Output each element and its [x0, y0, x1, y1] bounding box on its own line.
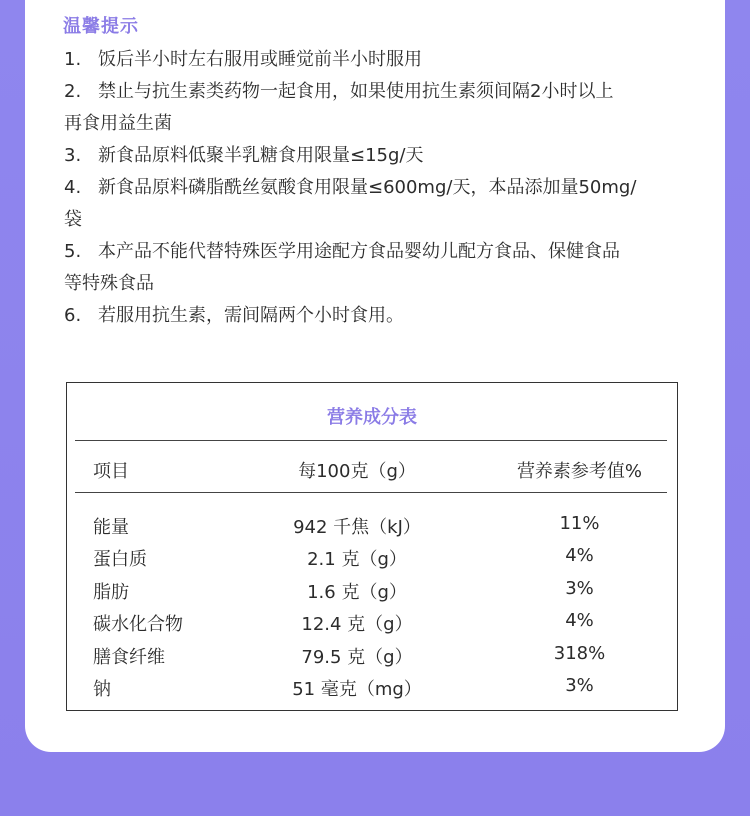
divider	[75, 492, 667, 493]
tip-1-text: 饭后半小时左右服用或睡觉前半小时服用	[98, 49, 422, 70]
table-row	[67, 513, 677, 545]
tip-1-number: 1.	[64, 49, 82, 70]
row-item: 脂肪	[93, 582, 129, 603]
tip-6-text: 若服用抗生素，需间隔两个小时食用。	[98, 305, 404, 326]
table-row	[67, 545, 677, 577]
header-per-100g: 每100克（g）	[298, 461, 416, 482]
row-amount: 12.4 克（g）	[301, 614, 413, 635]
row-amount: 1.6 克（g）	[307, 582, 407, 603]
tips-title: 温馨提示	[63, 16, 139, 37]
row-amount: 51 毫克（mg）	[292, 679, 422, 700]
tip-5-number: 5.	[64, 241, 82, 262]
row-item: 钠	[93, 679, 111, 700]
row-amount: 2.1 克（g）	[307, 549, 407, 570]
tip-2-line-2: 再食用益生菌	[64, 113, 172, 134]
table-row	[67, 675, 677, 707]
tip-3-text: 新食品原料低聚半乳糖食用限量≤15g/天	[98, 145, 424, 166]
table-header-row	[67, 457, 677, 489]
tip-5-text: 本产品不能代替特殊医学用途配方食品婴幼儿配方食品、保健食品	[98, 241, 620, 262]
tip-5-line-2: 等特殊食品	[64, 273, 154, 294]
row-item: 碳水化合物	[93, 614, 183, 635]
row-nrv: 11%	[559, 513, 600, 534]
tip-2-text: 禁止与抗生素类药物一起食用，如果使用抗生素须间隔2小时以上	[98, 81, 614, 102]
tip-5-line-1	[64, 236, 704, 268]
header-nrv: 营养素参考值%	[516, 461, 643, 482]
table-row	[67, 610, 677, 642]
row-nrv: 318%	[553, 643, 606, 664]
row-nrv: 3%	[565, 675, 594, 696]
table-row	[67, 578, 677, 610]
row-amount: 79.5 克（g）	[301, 647, 413, 668]
tips-list	[64, 44, 704, 332]
nutrition-table	[66, 382, 678, 711]
header-item: 项目	[93, 461, 129, 482]
divider	[75, 440, 667, 441]
tip-4-number: 4.	[64, 177, 82, 198]
nutrition-table-title: 营养成分表	[327, 407, 417, 428]
tip-4-text: 新食品原料磷脂酰丝氨酸食用限量≤600mg/天，本品添加量50mg/	[98, 177, 637, 198]
tip-4-line-2: 袋	[64, 209, 82, 230]
row-nrv: 3%	[565, 578, 594, 599]
row-item: 蛋白质	[93, 549, 147, 570]
tip-2-line-1	[64, 76, 704, 108]
tip-3-number: 3.	[64, 145, 82, 166]
row-nrv: 4%	[565, 545, 594, 566]
row-item: 能量	[93, 517, 129, 538]
tip-4-line-1	[64, 172, 704, 204]
tip-1-line-1	[64, 44, 704, 76]
row-item: 膳食纤维	[93, 647, 165, 668]
tip-6-line-1	[64, 300, 704, 332]
tip-3-line-1	[64, 140, 704, 172]
content-card	[25, 0, 725, 752]
row-amount: 942 千焦（kJ）	[293, 517, 421, 538]
row-nrv: 4%	[565, 610, 594, 631]
tip-6-number: 6.	[64, 305, 82, 326]
tip-2-number: 2.	[64, 81, 82, 102]
table-row	[67, 643, 677, 675]
